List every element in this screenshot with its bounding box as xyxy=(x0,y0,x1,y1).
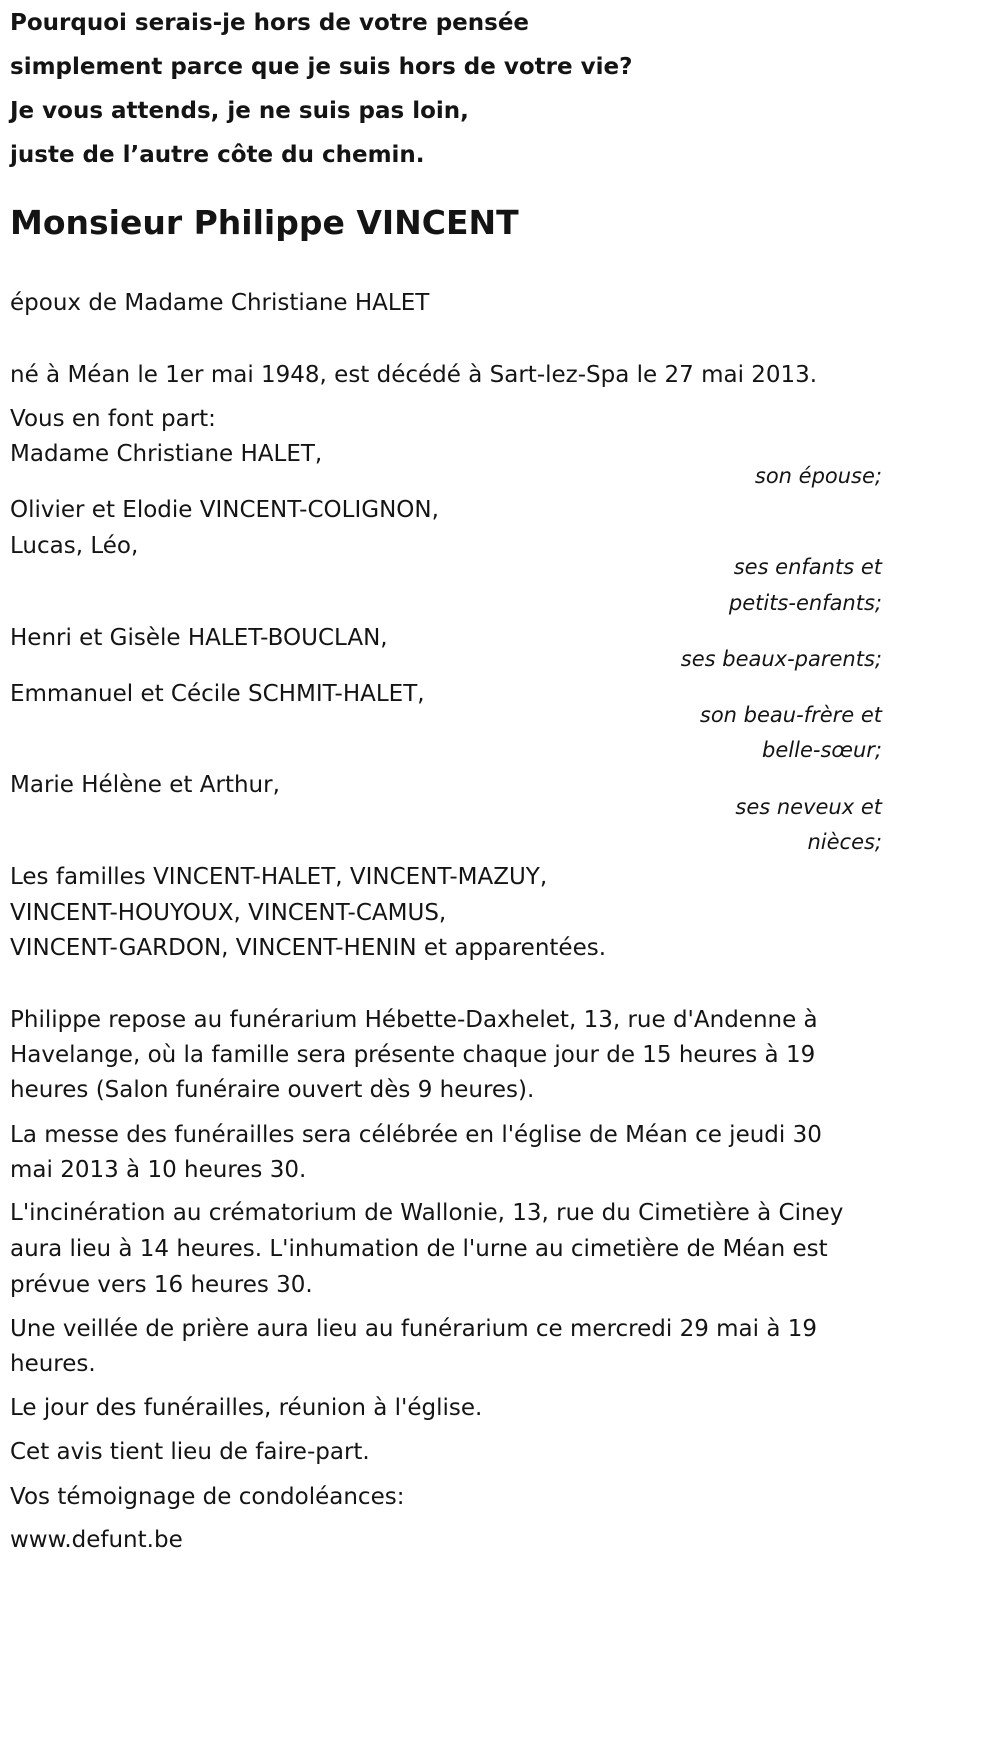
detail-line: Le jour des funérailles, réunion à l'église. xyxy=(10,1395,483,1421)
family-relation: petits-enfants; xyxy=(728,591,882,615)
family-member-name: Lucas, Léo, xyxy=(10,533,139,559)
deceased-name: Monsieur Philippe VINCENT xyxy=(10,203,519,242)
detail-line: mai 2013 à 10 heures 30. xyxy=(10,1157,307,1183)
family-member-name: Madame Christiane HALET, xyxy=(10,441,323,467)
detail-line: prévue vers 16 heures 30. xyxy=(10,1272,313,1298)
family-relation: son beau-frère et xyxy=(699,703,882,727)
family-relation: son épouse; xyxy=(754,464,882,488)
detail-line: Philippe repose au funérarium Hébette-Daxhelet, 13, rue d'Andenne à xyxy=(10,1007,818,1033)
detail-line: L'incinération au crématorium de Wallonie, 13, rue du Cimetière à Ciney xyxy=(10,1200,844,1226)
poem-line-1: Pourquoi serais-je hors de votre pensée xyxy=(10,10,530,36)
poem-line-2: simplement parce que je suis hors de votre vie? xyxy=(10,54,633,80)
announce-intro: Vous en font part: xyxy=(10,406,216,432)
family-relation: nièces; xyxy=(807,830,882,854)
family-member-name: Emmanuel et Cécile SCHMIT-HALET, xyxy=(10,681,425,707)
detail-line: Havelange, où la famille sera présente chaque jour de 15 heures à 19 xyxy=(10,1042,816,1068)
detail-line: heures (Salon funéraire ouvert dès 9 heures). xyxy=(10,1077,535,1103)
detail-line: La messe des funérailles sera célébrée en l'église de Méan ce jeudi 30 xyxy=(10,1122,822,1148)
families-line: Les familles VINCENT-HALET, VINCENT-MAZUY, xyxy=(10,864,548,890)
detail-line: Vos témoignage de condoléances: xyxy=(10,1484,405,1510)
birth-death-line: né à Méan le 1er mai 1948, est décédé à Sart-lez-Spa le 27 mai 2013. xyxy=(10,362,818,388)
detail-line: heures. xyxy=(10,1351,96,1377)
families-line: VINCENT-HOUYOUX, VINCENT-CAMUS, xyxy=(10,900,447,926)
families-line: VINCENT-GARDON, VINCENT-HENIN et apparentées. xyxy=(10,935,607,961)
family-member-name: Henri et Gisèle HALET-BOUCLAN, xyxy=(10,625,388,651)
poem-line-4: juste de l’autre côte du chemin. xyxy=(10,142,425,168)
detail-line: aura lieu à 14 heures. L'inhumation de l'urne au cimetière de Méan est xyxy=(10,1236,828,1262)
poem-line-3: Je vous attends, je ne suis pas loin, xyxy=(10,98,469,124)
spouse-line: époux de Madame Christiane HALET xyxy=(10,290,430,316)
detail-line: Une veillée de prière aura lieu au funérarium ce mercredi 29 mai à 19 xyxy=(10,1316,818,1342)
website-link[interactable]: www.defunt.be xyxy=(10,1527,183,1553)
family-relation: ses beaux-parents; xyxy=(680,647,882,671)
family-member-name: Marie Hélène et Arthur, xyxy=(10,772,280,798)
family-relation: ses enfants et xyxy=(733,555,882,579)
family-relation: belle-sœur; xyxy=(762,738,882,762)
detail-line: Cet avis tient lieu de faire-part. xyxy=(10,1439,370,1465)
family-relation: ses neveux et xyxy=(735,795,882,819)
family-member-name: Olivier et Elodie VINCENT-COLIGNON, xyxy=(10,497,439,523)
